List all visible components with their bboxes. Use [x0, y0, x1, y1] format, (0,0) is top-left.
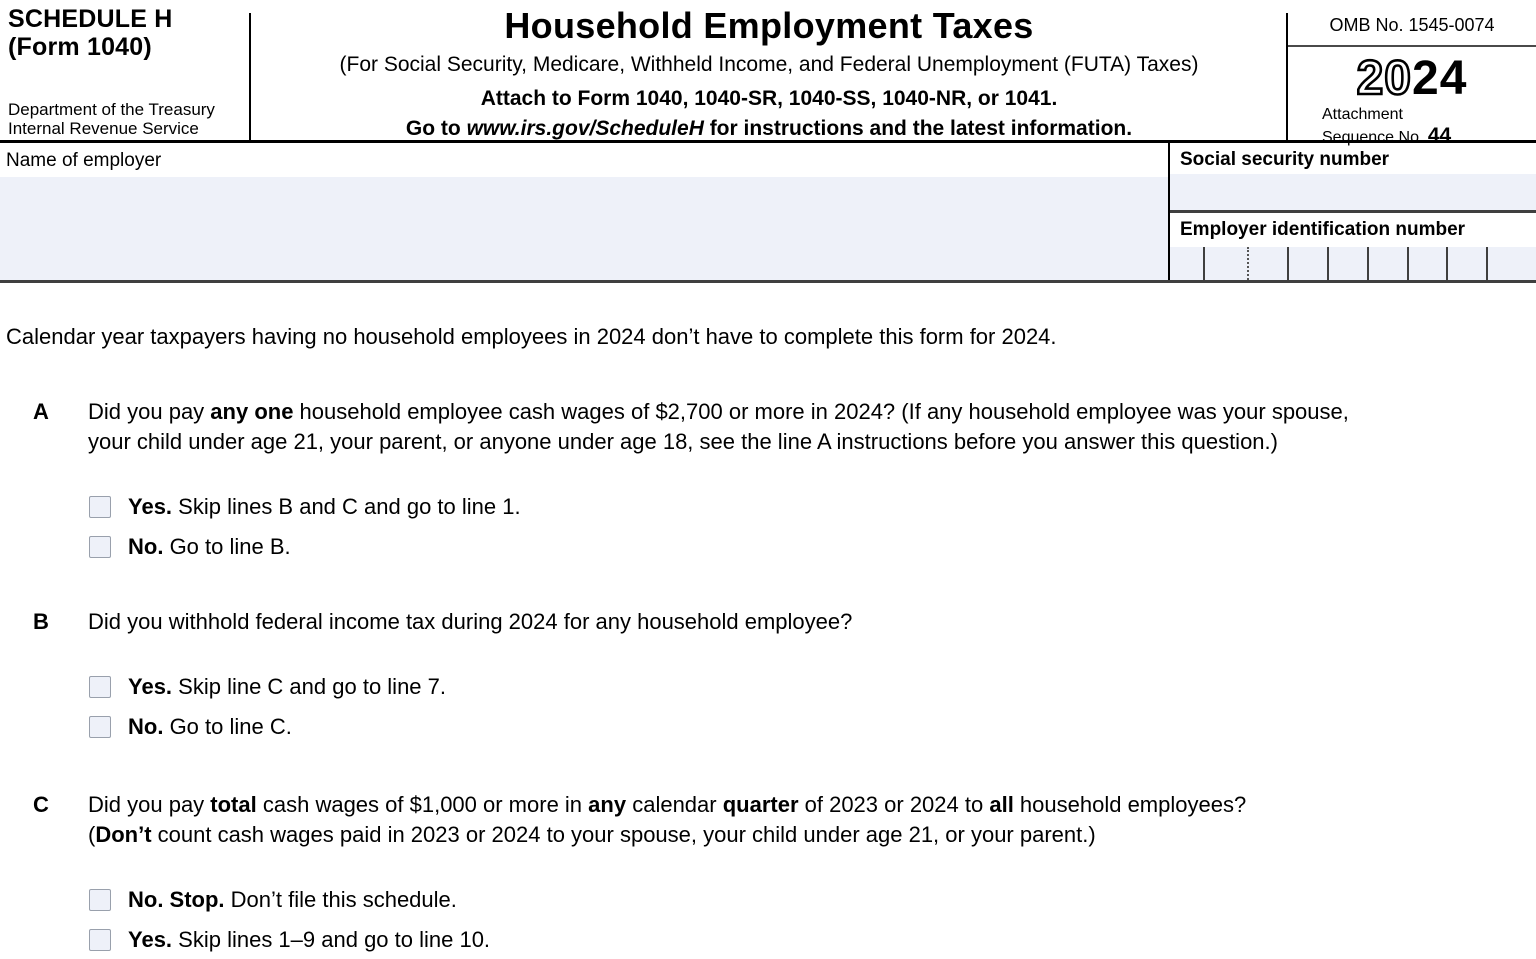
option-a-no-label: [128, 533, 291, 561]
question-b-text: Did you withhold federal income tax during 2024 for any household employee?: [88, 609, 853, 634]
attachment-sequence: [1322, 106, 1536, 147]
ein-digit-cell[interactable]: [1329, 247, 1369, 280]
option-rest: Go to line C.: [163, 714, 292, 739]
option-bold: Yes.: [128, 927, 173, 952]
omb-number: OMB No. 1545-0074: [1288, 0, 1536, 47]
question-a-seg: Did you pay: [88, 399, 211, 424]
option-c-yes-label: [128, 926, 490, 954]
form-number: (Form 1040): [8, 32, 152, 61]
question-c-seg-bold: Don’t: [95, 822, 152, 847]
option-c-no: [89, 886, 1536, 914]
irs-url: www.irs.gov/ScheduleH: [466, 116, 704, 140]
attachment-label: Attachment: [1322, 106, 1403, 123]
checkbox-c-yes[interactable]: [89, 929, 111, 951]
option-a-yes-label: [128, 493, 521, 521]
sequence-line: [1322, 124, 1536, 148]
question-b: [6, 607, 1536, 637]
agency-block: [8, 100, 215, 139]
question-c-options: [89, 886, 1536, 954]
option-c-no-label: [128, 886, 457, 914]
form-header: [0, 0, 1536, 147]
ein-digit-cell[interactable]: [1249, 247, 1290, 280]
sequence-label: Sequence No.: [1322, 128, 1428, 146]
ein-digit-cell[interactable]: [1448, 247, 1489, 280]
header-center-block: [254, 6, 1284, 141]
question-c-seg: (: [88, 822, 96, 847]
sequence-number: 44: [1427, 123, 1452, 147]
question-c-seg-bold: all: [989, 792, 1014, 817]
ssn-field[interactable]: [1170, 174, 1536, 210]
option-rest: Don’t file this schedule.: [224, 887, 457, 912]
option-rest: Go to line B.: [163, 534, 291, 559]
question-b-options: [89, 673, 1536, 741]
question-a-text: [88, 397, 1536, 457]
question-c-seg: cash wages of $1,000 or more in: [256, 792, 589, 817]
question-a-seg: household employee cash wages of $2,700 or more in 2024? (If any household employee was your spouse,: [293, 399, 1349, 424]
ein-digit-cell[interactable]: [1488, 247, 1536, 280]
agency-line-2: Internal Revenue Service: [8, 119, 199, 139]
attach-instruction: Attach to Form 1040, 1040-SR, 1040-SS, 1040-NR, or 1041.: [480, 86, 1058, 110]
divider-line: [249, 13, 251, 143]
checkbox-b-yes[interactable]: [89, 676, 111, 698]
ein-digit-cell[interactable]: [1170, 247, 1205, 280]
ssn-label: Social security number: [1180, 149, 1390, 170]
checkbox-b-no[interactable]: [89, 716, 111, 738]
form-title: Household Employment Taxes: [504, 5, 1034, 46]
option-bold: No. Stop.: [128, 887, 225, 912]
option-rest: Skip lines 1–9 and go to line 10.: [172, 927, 491, 952]
ein-digit-cell[interactable]: [1409, 247, 1448, 280]
question-a-line2: your child under age 21, your parent, or anyone under age 18, see the line A instructions before you answer this question.): [88, 429, 1278, 454]
option-rest: Skip line C and go to line 7.: [172, 674, 446, 699]
question-c-seg: Did you pay: [88, 792, 211, 817]
option-bold: No.: [128, 534, 164, 559]
form-body: [0, 323, 1536, 954]
tax-year-solid: 24: [1412, 52, 1468, 105]
employer-name-label: Name of employer: [6, 150, 162, 171]
question-c-seg: count cash wages paid in 2023 or 2024 to your spouse, your child under age 21, or your parent.): [151, 822, 1096, 847]
employer-name-block: [0, 143, 1168, 280]
form-subtitle: (For Social Security, Medicare, Withheld Income, and Federal Unemployment (FUTA) Taxes): [339, 52, 1199, 76]
question-c-seg-bold: quarter: [722, 792, 799, 817]
option-bold: Yes.: [128, 674, 173, 699]
tax-year: [1288, 52, 1536, 105]
option-b-yes: [89, 673, 1536, 701]
option-b-yes-label: [128, 673, 446, 701]
identity-numbers-block: [1168, 143, 1536, 280]
identity-section: [0, 143, 1536, 283]
ein-digit-cell[interactable]: [1289, 247, 1329, 280]
question-c-text: [88, 790, 1536, 850]
question-a: [6, 397, 1536, 457]
option-bold: No.: [128, 714, 164, 739]
checkbox-a-yes[interactable]: [89, 496, 111, 518]
goto-suffix: for instructions and the latest information.: [703, 116, 1133, 140]
option-rest: Skip lines B and C and go to line 1.: [172, 494, 521, 519]
option-b-no-label: [128, 713, 292, 741]
question-c-seg-bold: total: [210, 792, 257, 817]
option-b-no: [89, 713, 1536, 741]
question-a-seg-bold: any one: [210, 399, 294, 424]
question-c: [6, 790, 1536, 850]
question-a-letter: A: [33, 399, 49, 424]
option-a-no: [89, 533, 1536, 561]
option-bold: Yes.: [128, 494, 173, 519]
checkbox-c-no[interactable]: [89, 889, 111, 911]
ein-digit-cell[interactable]: [1205, 247, 1249, 280]
tax-year-outline: 20: [1356, 52, 1412, 105]
question-c-seg-bold: any: [588, 792, 627, 817]
intro-text: Calendar year taxpayers having no household employees in 2024 don’t have to complete this form for 2024.: [6, 324, 1057, 349]
question-b-letter: B: [33, 609, 49, 634]
goto-instruction: [254, 117, 1284, 141]
header-left-block: [8, 6, 246, 141]
header-right-block: [1288, 0, 1536, 147]
employer-name-field[interactable]: [0, 177, 1168, 280]
question-c-seg: of 2023 or 2024 to: [798, 792, 990, 817]
ein-label: Employer identification number: [1180, 219, 1466, 240]
checkbox-a-no[interactable]: [89, 536, 111, 558]
schedule-title: SCHEDULE H: [8, 5, 173, 33]
question-a-options: [89, 493, 1536, 561]
ein-field: [1170, 247, 1536, 280]
ein-digit-cell[interactable]: [1369, 247, 1409, 280]
question-c-seg: household employees?: [1013, 792, 1247, 817]
question-c-seg: calendar: [626, 792, 723, 817]
goto-prefix: Go to: [405, 116, 467, 140]
option-a-yes: [89, 493, 1536, 521]
agency-line-1: Department of the Treasury: [8, 99, 215, 119]
option-c-yes: [89, 926, 1536, 954]
question-c-letter: C: [33, 792, 49, 817]
